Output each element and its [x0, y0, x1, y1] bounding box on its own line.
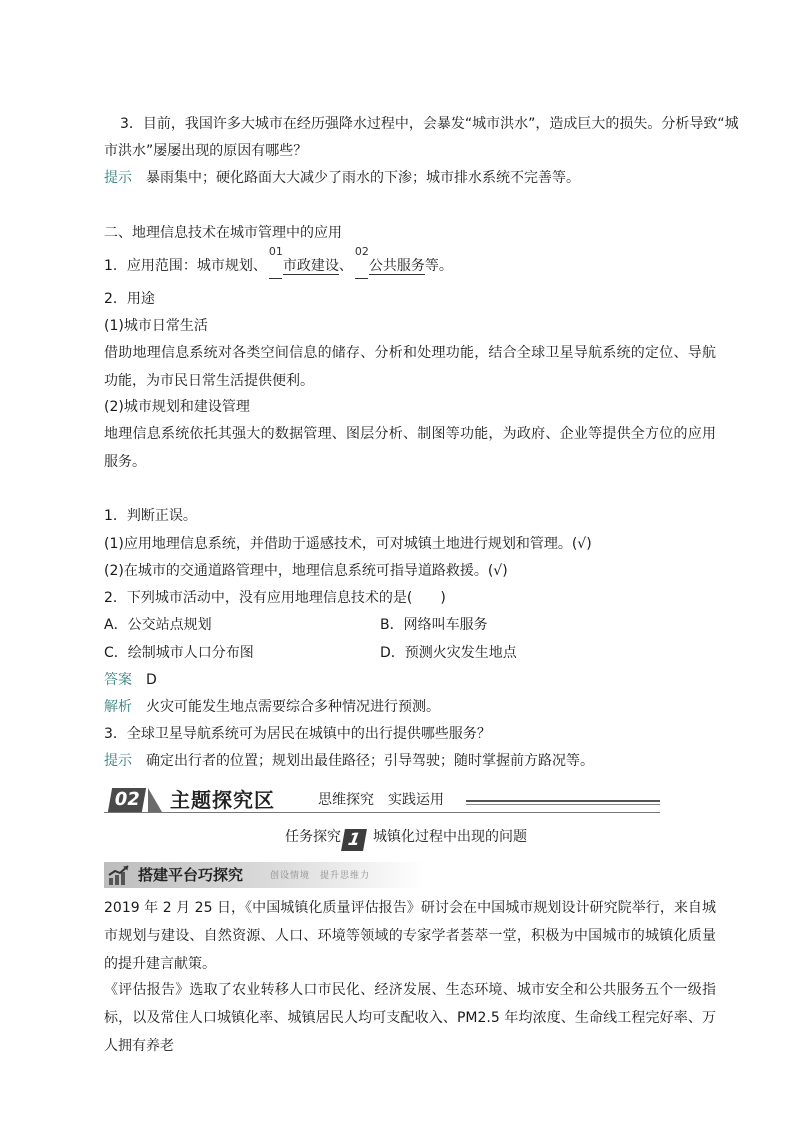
hint-text: 暴雨集中；硬化路面大大减少了雨水的下渗；城市排水系统不完善等。: [146, 170, 580, 186]
platform-title: 搭建平台巧探究: [138, 866, 244, 884]
practice-hint: [104, 747, 716, 775]
blank-answer-municipal: 市政建设: [282, 258, 339, 274]
hint-text: 确定出行者的位置；规划出最佳路径；引导驾驶；随时掌握前方路况等。: [146, 753, 594, 769]
banner-rule-thin: [466, 804, 660, 805]
body-paragraph-1: 2019 年 2 月 25 日，《中国城镇化质量评估报告》研讨会在中国城市规划设计研究院举行，来自城市规划与建设、自然资源、人口、环境等领域的专家学者荟萃一堂，积极为中国城市的城镇化质量的提升建言献策。: [104, 900, 716, 972]
platform-tagline: 创设情境 提升思维力: [270, 871, 371, 881]
body-paragraph-2: 《评估报告》选取了农业转移人口市民化、经济发展、生态环境、城市安全和公共服务五个一级指标，以及常住人口城镇化率、城镇居民人均可支配收入、PM2.5 年均浓度、生命线工程完好率、万人拥有养老: [104, 982, 716, 1054]
hint-label: 提示: [104, 753, 132, 769]
usage-daily-title: (1)城市日常生活: [104, 318, 208, 334]
banner-subtitle: 思维探究 实践运用: [318, 792, 444, 808]
option-b: B．网络叫车服务: [380, 617, 488, 633]
section-banner: [104, 784, 660, 814]
q3-line1: 3．目前，我国许多大城市在经历强降水过程中，会暴发“城市洪水”，造成巨大的损失。分析导致“城: [120, 116, 739, 132]
usage-planning-title: (2)城市规划和建设管理: [104, 399, 250, 415]
answer-line: [104, 666, 716, 694]
scope-prefix: 1．应用范围：城市规划、: [104, 258, 267, 274]
practice-q1b: (2)在城市的交通道路管理中，地理信息系统可指导道路救援。(√): [104, 563, 508, 579]
analysis-text: 火灾可能发生地点需要综合多种情况进行预测。: [146, 699, 440, 715]
banner-rule: [466, 800, 660, 802]
trend-chart-icon: [108, 864, 130, 886]
section-heading: 二、地理信息技术在城市管理中的应用: [104, 225, 342, 241]
usage-planning-text: 地理信息系统依托其强大的数据管理、图层分析、制图等功能，为政府、企业等提供全方位的应用服务。: [104, 426, 716, 470]
practice-q2: 2．下列城市活动中，没有应用地理信息技术的是( ): [104, 590, 446, 606]
banner-baseline: [104, 812, 660, 813]
hint-label: 提示: [104, 170, 132, 186]
platform-bar: [104, 862, 424, 888]
option-a: A．公交站点规划: [104, 617, 212, 633]
task-prefix: 任务探究: [285, 829, 341, 845]
task-heading: [285, 822, 527, 852]
option-d: D．预测火灾发生地点: [380, 645, 517, 661]
practice-q1a: (1)应用地理信息系统，并借助于遥感技术，可对城镇土地进行规划和管理。(√): [104, 536, 592, 552]
q3-line2: 市洪水”屡屡出现的原因有哪些？: [104, 143, 308, 159]
option-c: C．绘制城市人口分布图: [104, 645, 254, 661]
usage-heading: 2．用途: [104, 291, 155, 307]
usage-daily-text: 借助地理信息系统对各类空间信息的储存、分析和处理功能，结合全球卫星导航系统的定位、导航功能，为市民日常生活提供便利。: [104, 345, 716, 389]
task-number-badge: 1: [341, 829, 367, 851]
banner-number: 02: [108, 788, 146, 812]
practice-q3: 3．全球卫星导航系统可为居民在城镇中的出行提供哪些服务？: [104, 726, 491, 742]
practice-q1: 1．判断正误。: [104, 508, 197, 524]
task-title: 城镇化过程中出现的问题: [373, 829, 527, 845]
application-scope: 1．应用范围：城市规划、 01 市政建设、 02 公共服务等。: [104, 252, 716, 280]
blank-number-02: 02: [355, 252, 368, 280]
banner-wedge: [148, 788, 162, 812]
answer-value: D: [146, 672, 157, 688]
analysis-line: [104, 693, 716, 721]
answer-label: 答案: [104, 672, 132, 688]
q3-hint: [104, 164, 716, 192]
banner-title: 主题探究区: [170, 788, 275, 812]
analysis-label: 解析: [104, 699, 132, 715]
blank-number-01: 01: [269, 252, 282, 280]
blank-answer-public-service: 公共服务: [368, 258, 425, 274]
